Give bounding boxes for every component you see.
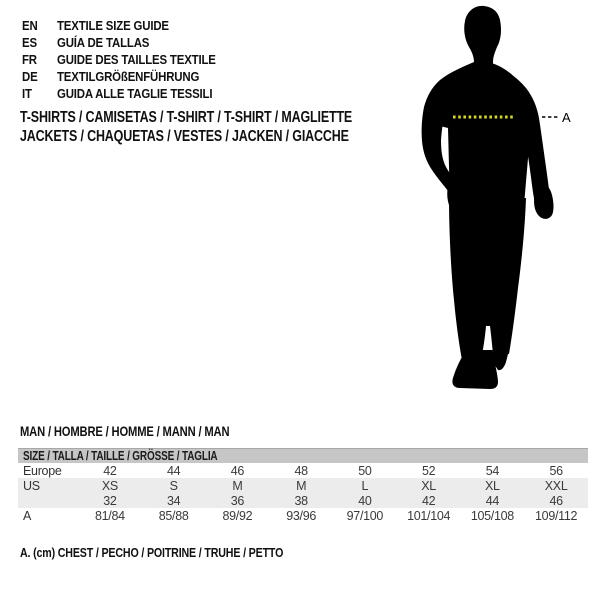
cell: 50 <box>358 463 372 478</box>
cell: 52 <box>421 463 436 478</box>
category-line-tshirts <box>20 108 446 127</box>
cell: 42 <box>421 493 436 508</box>
language-title <box>57 69 219 84</box>
language-code-text: DE <box>22 69 38 84</box>
cell: 44 <box>485 493 500 508</box>
language-row-de <box>22 68 237 85</box>
cell: 42 <box>103 463 117 478</box>
cell: 101/104 <box>407 508 451 523</box>
cell: 97/100 <box>346 508 384 523</box>
language-row-en <box>22 17 237 34</box>
language-title <box>57 35 162 50</box>
language-title <box>57 52 237 67</box>
cell: 32 <box>103 493 117 508</box>
silhouette-right-hand <box>534 183 553 219</box>
category-line-text: T-SHIRTS / CAMISETAS / T-SHIRT / T-SHIRT / MAGLIETTE <box>20 108 353 126</box>
category-line-jackets <box>20 127 446 146</box>
language-code-text: ES <box>22 35 37 50</box>
silhouette-front-shoe <box>452 350 498 389</box>
language-row-es <box>22 34 237 51</box>
cell: M <box>296 478 307 493</box>
cell: 54 <box>485 463 500 478</box>
language-code-text: IT <box>22 86 32 101</box>
cell: 105/108 <box>470 508 514 523</box>
language-title-text: GUÍA DE TALLAS <box>57 35 150 50</box>
cell: XS <box>101 478 118 493</box>
cell: M <box>232 478 243 493</box>
language-code <box>22 35 57 50</box>
cell: 85/88 <box>158 508 189 523</box>
section-title-text: MAN / HOMBRE / HOMME / MANN / MAN <box>20 422 230 439</box>
cell: 46 <box>230 463 245 478</box>
size-table-header-text: SIZE / TALLA / TAILLE / GRÖSSE / TAGLIA <box>23 449 218 463</box>
measurement-footnote-text: A. (cm) CHEST / PECHO / POITRINE / TRUHE / PETTO <box>20 545 284 560</box>
man-silhouette-figure <box>390 0 600 400</box>
table-row-us-letters <box>18 478 588 493</box>
cell: XXL <box>544 478 568 493</box>
row-label: US <box>23 478 40 493</box>
language-title-text: TEXTILE SIZE GUIDE <box>57 18 169 33</box>
cell: L <box>361 478 369 493</box>
language-code <box>22 52 57 67</box>
measurement-footnote <box>20 545 341 560</box>
cell: XL <box>421 478 436 493</box>
language-code-text: EN <box>22 18 38 33</box>
cell: 38 <box>294 493 308 508</box>
cell: S <box>169 478 178 493</box>
garment-categories <box>20 108 446 146</box>
size-table-header <box>18 448 588 463</box>
row-label: Europe <box>23 463 62 478</box>
language-code <box>22 86 57 101</box>
cell: 93/96 <box>286 508 317 523</box>
language-title-text: TEXTILGRÖßENFÜHRUNG <box>57 69 200 84</box>
language-title-text: GUIDE DES TAILLES TEXTILE <box>57 52 216 67</box>
cell: 89/92 <box>222 508 253 523</box>
measure-label-a: A <box>562 110 571 125</box>
cell: XL <box>485 478 500 493</box>
size-table <box>18 448 588 523</box>
silhouette-legs <box>449 198 526 360</box>
language-title <box>57 18 184 33</box>
body-silhouette <box>422 6 554 389</box>
cell: 36 <box>230 493 245 508</box>
cell: 81/84 <box>94 508 125 523</box>
row-label: A <box>23 508 32 523</box>
table-row-europe <box>18 463 588 478</box>
section-title-man <box>20 423 282 438</box>
cell: 46 <box>549 493 563 508</box>
cell: 34 <box>166 493 181 508</box>
cell: 56 <box>549 463 563 478</box>
table-row-us-numbers <box>18 493 588 508</box>
language-title <box>57 86 234 101</box>
language-code <box>22 18 57 33</box>
language-title-text: GUIDA ALLE TAGLIE TESSILI <box>57 86 213 101</box>
cell: 48 <box>294 463 308 478</box>
language-code <box>22 69 57 84</box>
silhouette-head <box>464 6 501 69</box>
category-line-text: JACKETS / CHAQUETAS / VESTES / JACKEN / GIACCHE <box>20 127 349 145</box>
language-row-fr <box>22 51 237 68</box>
cell: 44 <box>166 463 181 478</box>
language-code-text: FR <box>22 52 37 67</box>
cell: 40 <box>358 493 372 508</box>
language-title-list <box>22 17 237 102</box>
language-row-it <box>22 85 237 102</box>
cell: 109/112 <box>535 508 578 523</box>
table-row-chest-a <box>18 508 588 523</box>
